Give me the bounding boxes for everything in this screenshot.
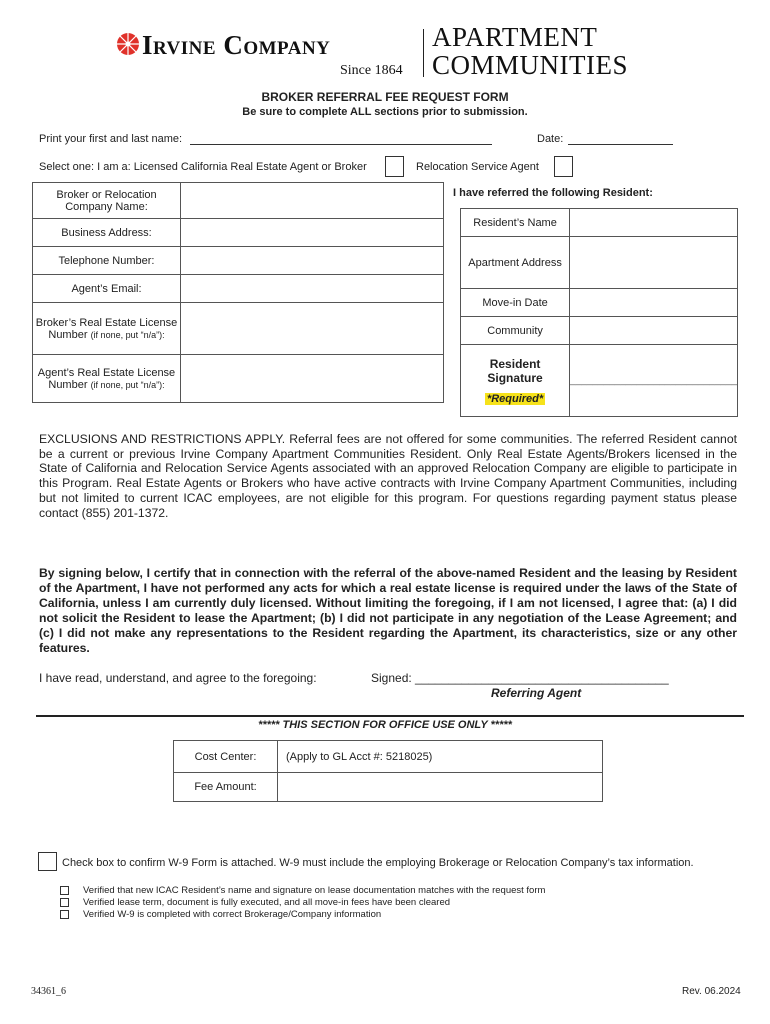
fee-amount-label: Fee Amount: <box>174 773 278 802</box>
telephone-field[interactable] <box>181 247 444 275</box>
required-badge: *Required* <box>486 392 544 405</box>
checklist-box[interactable] <box>60 886 69 895</box>
community-label: Community <box>461 317 570 345</box>
select-label: Select one: I am a: Licensed California Real Estate Agent or Broker <box>39 161 367 173</box>
revision-date: Rev. 06.2024 <box>682 986 741 997</box>
resident-signature-field[interactable] <box>570 345 738 417</box>
relocation-checkbox[interactable] <box>554 156 573 177</box>
business-address-label: Business Address: <box>33 219 181 247</box>
signed-field[interactable]: Signed: ______________________________________ <box>371 671 669 685</box>
certification-paragraph: By signing below, I certify that in connection with the referral of the above-named Resident and the leasing by Resident of the Apartment, I have not performed any acts for which a real estate license is required under the laws of the State of California, unless I am currently duly licensed. Without limiting the foregoing, if I am not licensed, I agree that: (a) I did not solicit the Resident to lease the Apartment; (b) I did not participate in any negotiation of the Lease Agreement; and (c) I did not make any representations to the Resident regarding the Apartment, its characteristics, size or any other features. <box>39 566 737 655</box>
agent-license-field[interactable] <box>181 355 444 403</box>
agent-license-note: (if none, put “n/a”): <box>90 379 165 390</box>
move-in-field[interactable] <box>570 289 738 317</box>
form-subtitle: Be sure to complete ALL sections prior to submission. <box>242 106 528 118</box>
broker-license-label <box>33 303 181 355</box>
date-label: Date: <box>537 133 564 145</box>
relocation-label: Relocation Service Agent <box>416 161 539 173</box>
resident-name-field[interactable] <box>570 209 738 237</box>
exclusions-paragraph: EXCLUSIONS AND RESTRICTIONS APPLY. Referral fees are not offered for some communities. The referred Resident cannot be a current or previous Irvine Company Apartment Communities Resident. Only Real Estate Agents/Brokers licensed in the State of California and Relocation Service Agents associated with an approved Relocation Company are eligible to participate in this Program. Real Estate Agents or Brokers who have active contracts with Irvine Company Apartment Communities, including but not limited to current ICAC employees, are not eligible for this program. For questions regarding payment status please contact (855) 201-1372. <box>39 432 737 520</box>
gl-account-note[interactable]: (Apply to GL Acct #: 5218025) <box>278 741 603 773</box>
resident-signature-line: ______________________________ <box>570 375 737 386</box>
irvine-company-logo-icon <box>116 32 140 56</box>
email-field[interactable] <box>181 275 444 303</box>
logo-divider <box>423 29 424 77</box>
w9-label: Check box to confirm W-9 Form is attached. W-9 must include the employing Brokerage or Relocation Company’s tax information. <box>62 857 694 869</box>
broker-license-text: Broker’s Real Estate License Number <box>35 316 178 341</box>
checklist-text: Verified W-9 is completed with correct Brokerage/Company information <box>83 908 382 920</box>
name-label: Print your first and last name: <box>39 133 183 145</box>
cost-center-label: Cost Center: <box>174 741 278 773</box>
name-field[interactable] <box>190 132 492 145</box>
apartment-address-label: Apartment Address <box>461 237 570 289</box>
agent-license-label <box>33 355 181 403</box>
logo-company-name: Irvine Company <box>142 30 331 60</box>
logo-since: Since 1864 <box>340 63 403 78</box>
checklist-text: Verified that new ICAC Resident’s name and signature on lease documentation matches with the request form <box>83 884 546 896</box>
checklist-box[interactable] <box>60 910 69 919</box>
company-name-label: Broker or Relocation Company Name: <box>33 183 181 219</box>
date-field[interactable] <box>568 132 673 145</box>
fee-amount-field[interactable] <box>278 773 603 802</box>
office-use-heading: ***** THIS SECTION FOR OFFICE USE ONLY ***** <box>258 719 512 731</box>
logo-division-line2: COMMUNITIES <box>432 50 629 80</box>
resident-heading: I have referred the following Resident: <box>453 187 653 199</box>
broker-license-field[interactable] <box>181 303 444 355</box>
broker-license-note: (if none, put “n/a”): <box>90 329 165 340</box>
logo-division-line1: APARTMENT <box>432 22 598 52</box>
broker-info-table <box>32 182 444 403</box>
checklist-box[interactable] <box>60 898 69 907</box>
section-divider <box>36 715 744 717</box>
resident-name-label: Resident’s Name <box>461 209 570 237</box>
referring-agent-label: Referring Agent <box>491 686 582 700</box>
telephone-label: Telephone Number: <box>33 247 181 275</box>
office-use-table <box>173 740 603 802</box>
checklist-text: Verified lease term, document is fully executed, and all move-in fees have been cleared <box>83 896 451 908</box>
form-title: BROKER REFERRAL FEE REQUEST FORM <box>261 90 509 104</box>
community-field[interactable] <box>570 317 738 345</box>
company-name-field[interactable] <box>181 183 444 219</box>
broker-checkbox[interactable] <box>385 156 404 177</box>
w9-checkbox[interactable] <box>38 852 57 871</box>
business-address-field[interactable] <box>181 219 444 247</box>
apartment-address-field[interactable] <box>570 237 738 289</box>
email-label: Agent’s Email: <box>33 275 181 303</box>
checklist-item <box>60 884 545 896</box>
move-in-label: Move-in Date <box>461 289 570 317</box>
checklist-item <box>60 896 545 908</box>
resident-info-table <box>460 208 738 417</box>
office-checklist <box>60 884 545 920</box>
resident-signature-label <box>461 345 570 417</box>
resident-signature-text: Resident Signature <box>487 356 543 385</box>
agent-license-text: Agent’s Real Estate License Number <box>37 366 176 391</box>
form-number: 34361_6 <box>31 986 66 997</box>
agree-label: I have read, understand, and agree to the foregoing: <box>39 671 317 685</box>
checklist-item <box>60 908 545 920</box>
